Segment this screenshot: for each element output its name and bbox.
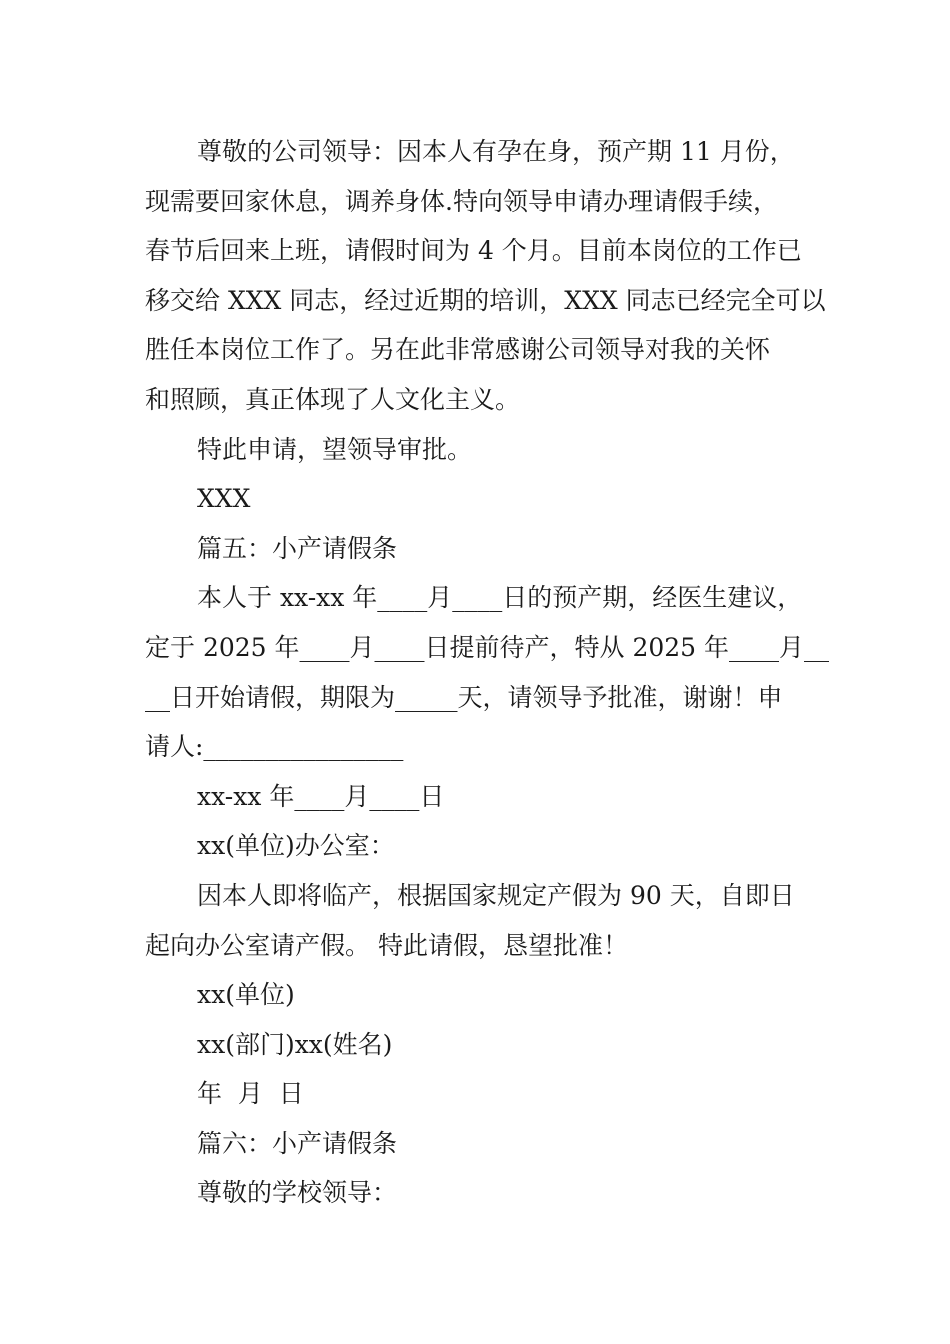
department-name-line: [145, 1020, 810, 1070]
school-addressee: [145, 1168, 810, 1218]
section-five-heading: [145, 524, 810, 574]
leave-request-paragraph: [145, 573, 830, 771]
text-line: 篇五：小产请假条: [197, 533, 398, 563]
text-line: __日开始请假，期限为_____天，请领导予批准，谢谢！申: [145, 682, 783, 712]
document-body: [145, 127, 830, 1218]
text-line: 移交给 XXX 同志，经过近期的培训，XXX 同志已经完全可以: [145, 285, 826, 315]
text-line: 胜任本岗位工作了。另在此非常感谢公司领导对我的关怀: [145, 335, 771, 365]
text-line: 请人:________________: [145, 732, 404, 762]
text-line: xx(单位): [197, 980, 295, 1010]
closing-request-paragraph: [145, 425, 810, 475]
text-line: xx(部门)xx(姓名): [197, 1029, 393, 1059]
text-line: XXX: [197, 484, 251, 514]
maternity-leave-paragraph: [145, 871, 810, 970]
text-line: 现需要回家休息，调养身体.特向领导申请办理请假手续，: [145, 186, 778, 216]
text-line: 因本人即将临产，根据国家规定产假为 90 天，自即日: [197, 880, 795, 910]
text-line: 本人于 xx-xx 年____月____日的预产期，经医生建议，: [197, 583, 803, 613]
section-six-heading: [145, 1119, 810, 1169]
text-line: 篇六：小产请假条: [197, 1128, 398, 1158]
office-addressee: [145, 821, 810, 871]
text-line: xx-xx 年____月____日: [197, 781, 445, 811]
letter-body-paragraph: [145, 127, 826, 425]
text-line: 春节后回来上班，请假时间为 4 个月。目前本岗位的工作已: [145, 236, 802, 266]
text-line: xx(单位)办公室：: [197, 831, 395, 861]
text-line: 和照顾，真正体现了人文化主义。: [145, 384, 521, 414]
text-line: 年 月 日: [197, 1079, 304, 1109]
text-line: 尊敬的学校领导：: [197, 1178, 398, 1208]
text-line: 起向办公室请产假。 特此请假，恳望批准！: [145, 930, 628, 960]
signature-name: [145, 474, 810, 524]
request-date-line: [145, 772, 810, 822]
unit-line: [145, 970, 810, 1020]
text-line: 定于 2025 年____月____日提前待产，特从 2025 年____月__: [145, 632, 830, 662]
date-placeholder: [145, 1069, 810, 1119]
text-line: 特此申请，望领导审批。: [197, 434, 473, 464]
text-line: 尊敬的公司领导：因本人有孕在身，预产期 11 月份，: [197, 137, 795, 166]
